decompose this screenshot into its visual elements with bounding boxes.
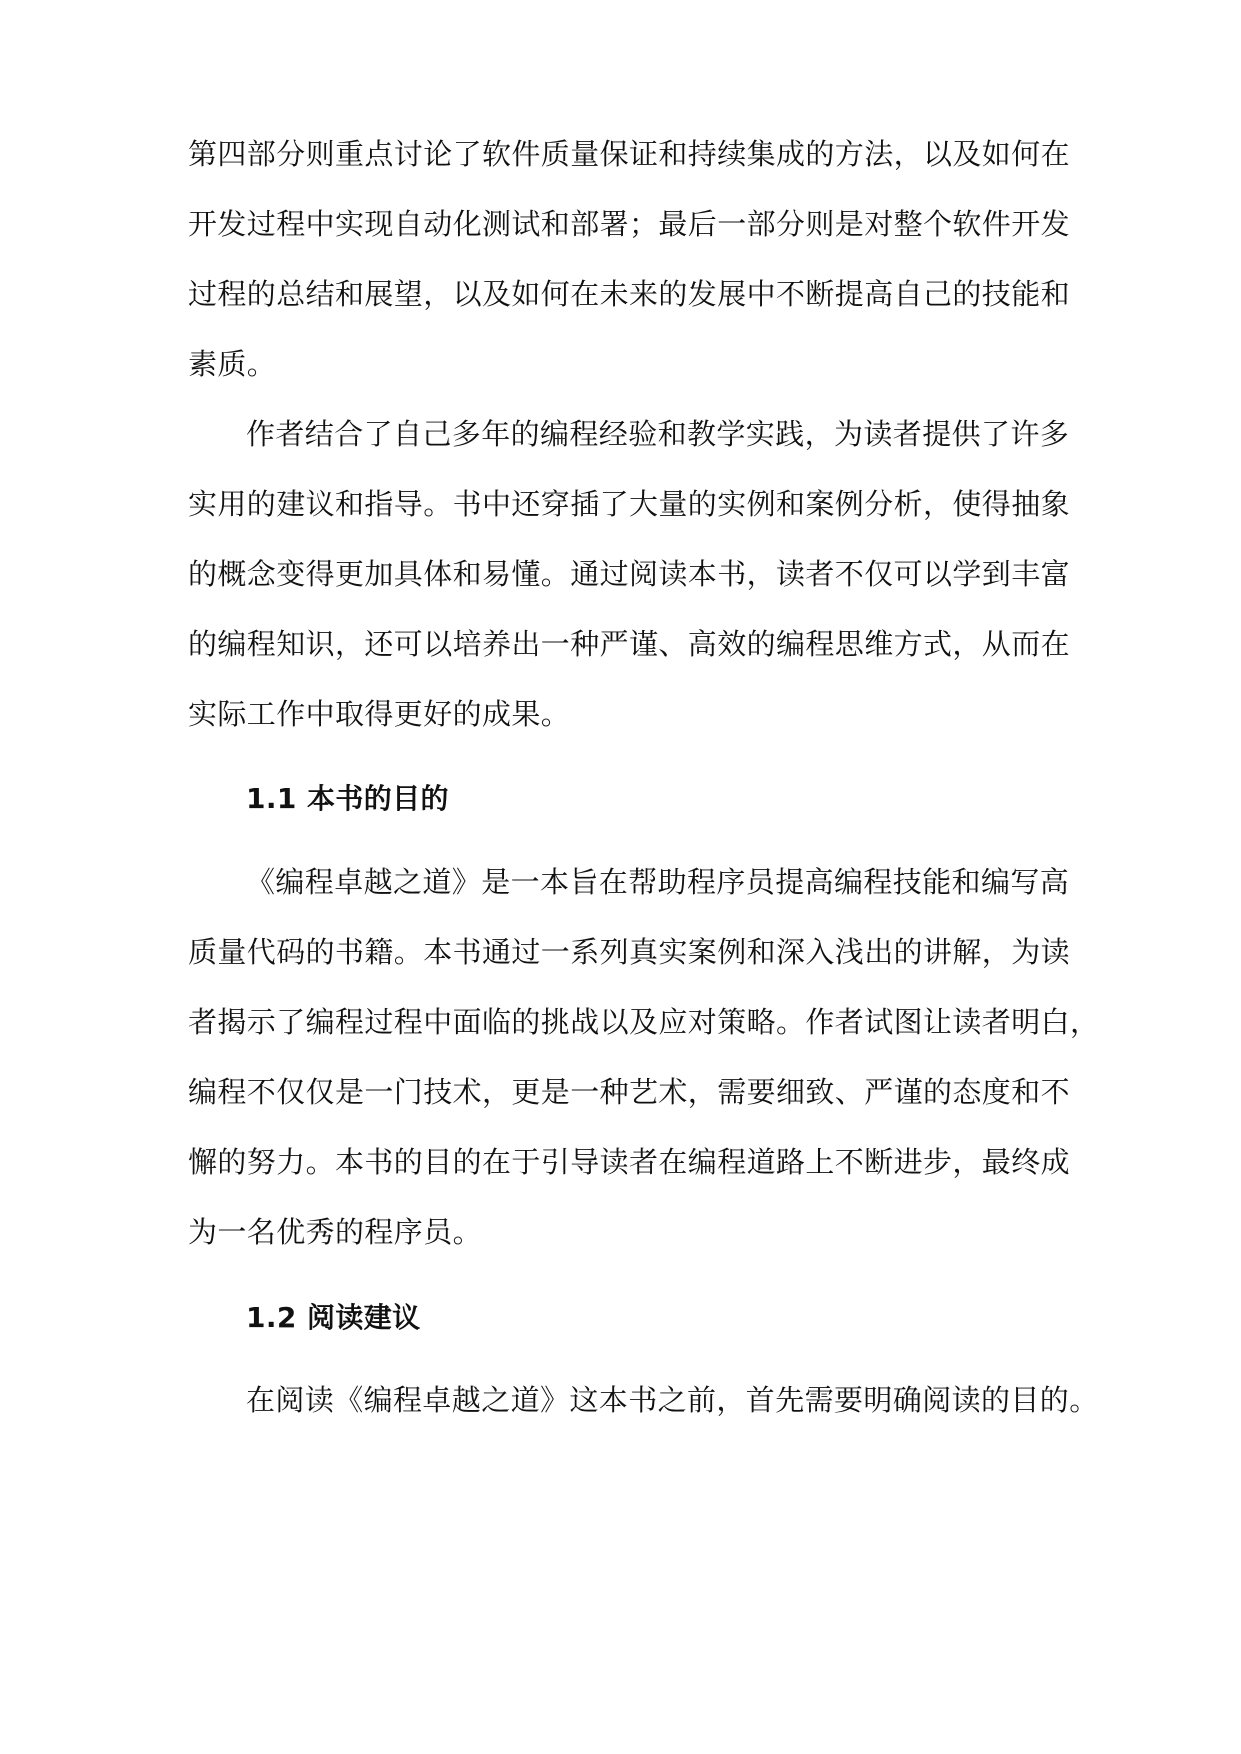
section-1-1-line-3: 者揭示了编程过程中面临的挑战以及应对策略。作者试图让读者明白， [188, 1005, 1100, 1039]
paragraph-1-line-3: 过程的总结和展望，以及如何在未来的发展中不断提高自己的技能和 [188, 277, 1071, 311]
section-1-2-heading: 1.2 阅读建议 [246, 1301, 421, 1334]
paragraph-2-line-4: 的编程知识，还可以培养出一种严谨、高效的编程思维方式，从而在 [188, 627, 1071, 661]
section-1-1-heading: 1.1 本书的目的 [246, 782, 449, 815]
section-1-1-line-6: 为一名优秀的程序员。 [188, 1215, 483, 1249]
section-1-1-line-5: 懈的努力。本书的目的在于引导读者在编程道路上不断进步，最终成 [188, 1145, 1071, 1179]
paragraph-2-line-5: 实际工作中取得更好的成果。 [188, 697, 571, 731]
section-1-1-line-2: 质量代码的书籍。本书通过一系列真实案例和深入浅出的讲解，为读 [188, 935, 1071, 969]
paragraph-1-line-1: 第四部分则重点讨论了软件质量保证和持续集成的方法，以及如何在 [188, 137, 1071, 171]
paragraph-2-line-3: 的概念变得更加具体和易懂。通过阅读本书，读者不仅可以学到丰富 [188, 557, 1071, 591]
paragraph-1-line-2: 开发过程中实现自动化测试和部署；最后一部分则是对整个软件开发 [188, 207, 1071, 241]
section-1-1-line-1: 《编程卓越之道》是一本旨在帮助程序员提高编程技能和编写高 [246, 865, 1070, 899]
paragraph-2-line-1: 作者结合了自己多年的编程经验和教学实践，为读者提供了许多 [246, 417, 1070, 451]
section-1-1-line-4: 编程不仅仅是一门技术，更是一种艺术，需要细致、严谨的态度和不 [188, 1075, 1071, 1109]
paragraph-2-line-2: 实用的建议和指导。书中还穿插了大量的实例和案例分析，使得抽象 [188, 487, 1071, 521]
paragraph-1-line-4: 素质。 [188, 347, 277, 381]
section-1-2-line-1: 在阅读《编程卓越之道》这本书之前，首先需要明确阅读的目的。 [246, 1383, 1099, 1417]
